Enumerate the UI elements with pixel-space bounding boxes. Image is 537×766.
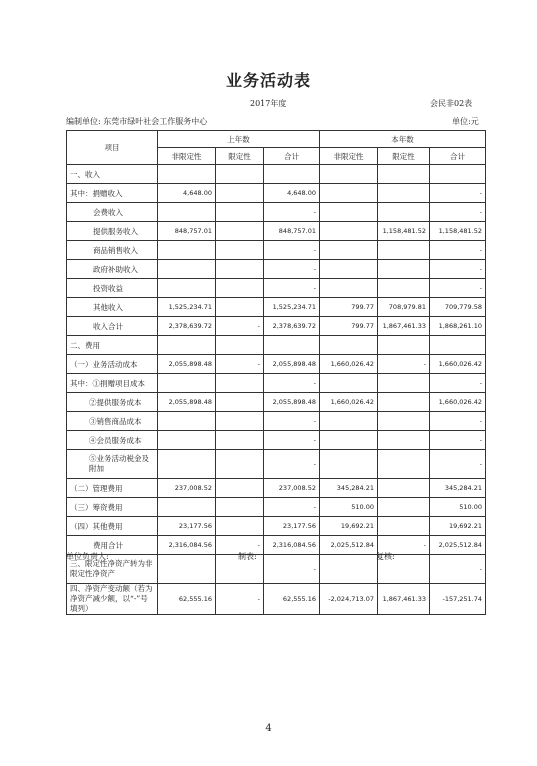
value-cell: 1,158,481.52: [430, 222, 486, 241]
value-cell: [320, 555, 378, 584]
row-label: ④会员服务成本: [67, 431, 158, 450]
value-cell: 4,648.00: [158, 184, 216, 203]
table-row: [67, 374, 486, 393]
value-cell: [378, 374, 430, 393]
value-cell: [158, 241, 216, 260]
row-label: 会费收入: [67, 203, 158, 222]
value-cell: -: [264, 241, 320, 260]
header-item: 项目: [67, 131, 158, 165]
preparing-organization: 编制单位: 东莞市绿叶社会工作服务中心: [66, 117, 208, 126]
value-cell: 4,648.00: [264, 184, 320, 203]
table-row: [67, 517, 486, 536]
value-cell: [378, 184, 430, 203]
table-row: [67, 498, 486, 517]
value-cell: [378, 498, 430, 517]
value-cell: [378, 203, 430, 222]
row-label: ②提供服务成本: [67, 393, 158, 412]
value-cell: -: [264, 412, 320, 431]
value-cell: [264, 165, 320, 184]
value-cell: [378, 260, 430, 279]
value-cell: 19,692.21: [320, 517, 378, 536]
table-row: [67, 317, 486, 336]
value-cell: 1,660,026.42: [320, 355, 378, 374]
value-cell: -: [430, 431, 486, 450]
value-cell: [320, 184, 378, 203]
table-row: [67, 536, 486, 555]
form-number: 会民非02表: [430, 99, 473, 108]
value-cell: [320, 222, 378, 241]
value-cell: [216, 336, 264, 355]
value-cell: [430, 165, 486, 184]
table-row: [67, 184, 486, 203]
value-cell: 1,660,026.42: [430, 393, 486, 412]
value-cell: [320, 374, 378, 393]
value-cell: -: [264, 374, 320, 393]
value-cell: [216, 431, 264, 450]
value-cell: [158, 260, 216, 279]
table-row: [67, 241, 486, 260]
value-cell: [378, 479, 430, 498]
value-cell: 510.00: [320, 498, 378, 517]
value-cell: [158, 374, 216, 393]
value-cell: [216, 298, 264, 317]
row-label: 收入合计: [67, 317, 158, 336]
value-cell: [378, 412, 430, 431]
value-cell: -: [264, 431, 320, 450]
value-cell: 2,316,084.56: [158, 536, 216, 555]
table-row: [67, 479, 486, 498]
row-label: 一、收入: [67, 165, 158, 184]
value-cell: -: [430, 555, 486, 584]
value-cell: 2,378,639.72: [158, 317, 216, 336]
header-current-year: 本年数: [320, 131, 486, 148]
value-cell: [378, 393, 430, 412]
value-cell: 62,555.16: [158, 584, 216, 615]
value-cell: [216, 241, 264, 260]
table-row: [67, 336, 486, 355]
value-cell: -: [216, 536, 264, 555]
value-cell: [378, 165, 430, 184]
row-label: （三）筹资费用: [67, 498, 158, 517]
value-cell: -: [430, 184, 486, 203]
value-cell: [158, 203, 216, 222]
value-cell: 1,867,461.33: [378, 317, 430, 336]
header-prior-restricted: 限定性: [216, 148, 264, 165]
value-cell: [216, 260, 264, 279]
table-row: [67, 165, 486, 184]
value-cell: [158, 165, 216, 184]
value-cell: [216, 374, 264, 393]
statement-title: 业务活动表: [225, 71, 311, 90]
table-row: [67, 431, 486, 450]
value-cell: [320, 203, 378, 222]
value-cell: 23,177.56: [264, 517, 320, 536]
row-label: 政府补助收入: [67, 260, 158, 279]
value-cell: 510.00: [430, 498, 486, 517]
value-cell: -: [378, 536, 430, 555]
value-cell: 1,158,481.52: [378, 222, 430, 241]
value-cell: 62,555.16: [264, 584, 320, 615]
value-cell: 799.77: [320, 317, 378, 336]
value-cell: [216, 393, 264, 412]
value-cell: [320, 336, 378, 355]
value-cell: 23,177.56: [158, 517, 216, 536]
value-cell: [216, 412, 264, 431]
value-cell: [158, 336, 216, 355]
footer-prepared-by: 制表:: [238, 552, 257, 561]
value-cell: 2,025,512.84: [430, 536, 486, 555]
header-prior-year: 上年数: [158, 131, 320, 148]
value-cell: 2,055,898.48: [264, 355, 320, 374]
value-cell: -: [264, 203, 320, 222]
value-cell: 1,525,234.71: [158, 298, 216, 317]
value-cell: -: [430, 203, 486, 222]
table-row: [67, 555, 486, 584]
value-cell: -: [430, 279, 486, 298]
table-row: [67, 584, 486, 615]
table-row: [67, 203, 486, 222]
value-cell: 708,979.81: [378, 298, 430, 317]
table-row: [67, 393, 486, 412]
value-cell: [158, 431, 216, 450]
value-cell: [320, 450, 378, 479]
value-cell: [264, 336, 320, 355]
table-row: [67, 298, 486, 317]
table-row: [67, 279, 486, 298]
value-cell: [320, 412, 378, 431]
value-cell: [158, 412, 216, 431]
value-cell: -2,024,713.07: [320, 584, 378, 615]
table-row: [67, 412, 486, 431]
value-cell: 2,316,084.56: [264, 536, 320, 555]
header-current-unrestricted: 非限定性: [320, 148, 378, 165]
value-cell: -: [216, 317, 264, 336]
row-label: 提供服务收入: [67, 222, 158, 241]
value-cell: [158, 450, 216, 479]
value-cell: 1,660,026.42: [430, 355, 486, 374]
value-cell: 1,525,234.71: [264, 298, 320, 317]
value-cell: 2,055,898.48: [264, 393, 320, 412]
value-cell: [216, 203, 264, 222]
value-cell: [216, 279, 264, 298]
value-cell: [378, 431, 430, 450]
value-cell: [378, 279, 430, 298]
table-row: [67, 222, 486, 241]
row-label: （一）业务活动成本: [67, 355, 158, 374]
value-cell: 345,284.21: [430, 479, 486, 498]
value-cell: [378, 241, 430, 260]
value-cell: 2,055,898.48: [158, 393, 216, 412]
value-cell: [320, 241, 378, 260]
value-cell: [216, 165, 264, 184]
header-current-total: 合计: [430, 148, 486, 165]
row-label: ③销售商品成本: [67, 412, 158, 431]
row-label: （二）管理费用: [67, 479, 158, 498]
header-prior-total: 合计: [264, 148, 320, 165]
report-year: 2017年度: [250, 99, 287, 108]
value-cell: [320, 431, 378, 450]
value-cell: [378, 450, 430, 479]
currency-unit: 单位:元: [452, 117, 479, 126]
value-cell: [320, 279, 378, 298]
business-activity-table: [66, 130, 486, 615]
value-cell: 345,284.21: [320, 479, 378, 498]
value-cell: [430, 336, 486, 355]
row-label: ⑤业务活动税金及附加: [67, 450, 158, 479]
footer-head-of-unit: 单位负责人:: [66, 552, 109, 561]
row-label: 投资收益: [67, 279, 158, 298]
value-cell: [216, 498, 264, 517]
table-row: [67, 260, 486, 279]
value-cell: 19,692.21: [430, 517, 486, 536]
value-cell: -: [430, 241, 486, 260]
value-cell: 237,008.52: [158, 479, 216, 498]
row-label: 其他收入: [67, 298, 158, 317]
value-cell: 1,868,261.10: [430, 317, 486, 336]
value-cell: [378, 336, 430, 355]
value-cell: -: [264, 555, 320, 584]
value-cell: 2,055,898.48: [158, 355, 216, 374]
value-cell: [158, 555, 216, 584]
row-label: 其中：①捐赠项目成本: [67, 374, 158, 393]
value-cell: 2,378,639.72: [264, 317, 320, 336]
value-cell: -: [264, 260, 320, 279]
row-label: 四、净资产变动额（若为净资产减少额，以“-”号填列）: [67, 584, 158, 615]
value-cell: -: [378, 355, 430, 374]
value-cell: [320, 165, 378, 184]
value-cell: -: [430, 374, 486, 393]
value-cell: -: [430, 450, 486, 479]
value-cell: -: [264, 450, 320, 479]
value-cell: -: [430, 260, 486, 279]
value-cell: 709,779.58: [430, 298, 486, 317]
value-cell: -: [430, 412, 486, 431]
footer-reviewed-by: 复核:: [376, 552, 395, 561]
row-label: （四）其他费用: [67, 517, 158, 536]
value-cell: [216, 517, 264, 536]
value-cell: -157,251.74: [430, 584, 486, 615]
row-label: 其中：捐赠收入: [67, 184, 158, 203]
page-number: 4: [265, 723, 272, 734]
header-current-restricted: 限定性: [378, 148, 430, 165]
value-cell: 848,757.01: [264, 222, 320, 241]
header-prior-unrestricted: 非限定性: [158, 148, 216, 165]
value-cell: [158, 498, 216, 517]
value-cell: 799.77: [320, 298, 378, 317]
value-cell: 1,867,461.33: [378, 584, 430, 615]
value-cell: 237,008.52: [264, 479, 320, 498]
value-cell: [216, 222, 264, 241]
row-label: 三、限定性净资产转为非限定性净资产: [67, 555, 158, 584]
value-cell: 848,757.01: [158, 222, 216, 241]
value-cell: 2,025,512.84: [320, 536, 378, 555]
row-label: 二、费用: [67, 336, 158, 355]
row-label: 费用合计: [67, 536, 158, 555]
value-cell: -: [216, 355, 264, 374]
row-label: 商品销售收入: [67, 241, 158, 260]
table-row: [67, 450, 486, 479]
value-cell: [216, 184, 264, 203]
value-cell: [216, 479, 264, 498]
table-row: [67, 355, 486, 374]
value-cell: 1,660,026.42: [320, 393, 378, 412]
value-cell: [378, 517, 430, 536]
value-cell: -: [264, 279, 320, 298]
value-cell: -: [216, 584, 264, 615]
value-cell: [158, 279, 216, 298]
value-cell: [216, 450, 264, 479]
value-cell: -: [264, 498, 320, 517]
value-cell: [320, 260, 378, 279]
